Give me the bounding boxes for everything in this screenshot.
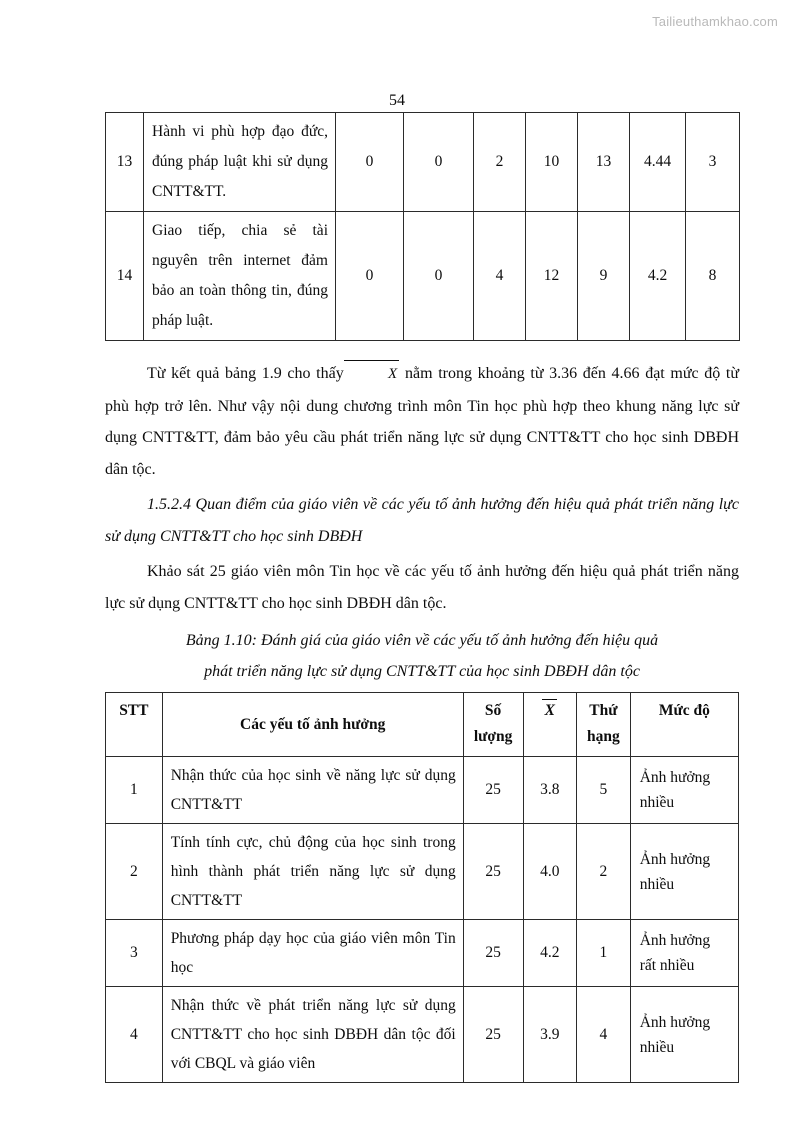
page-number: 54 — [389, 92, 405, 109]
row-degree — [630, 824, 738, 920]
paragraph-summary-part2: nằm trong khoảng từ 3.36 đến 4.66 đạt mức độ từ phù hợp trở lên. Như vậy nội dung chương trình môn Tin học phù hợp theo khung năng lực sử dụng CNTT&TT, đảm bảo yêu cầu phát triển năng lực sử dụng CNTT&TT cho học sinh DBĐH dân tộc. — [105, 365, 740, 478]
page-content — [105, 112, 739, 1083]
header-rank-line2: hạng — [587, 728, 620, 745]
table-caption-line2: phát triển năng lực sử dụng CNTT&TT của học sinh DBĐH dân tộc — [204, 663, 640, 680]
row-stt: 1 — [106, 757, 163, 824]
row-stt: 4 — [106, 987, 163, 1083]
header-factor: Các yếu tố ảnh hưởng — [162, 693, 463, 757]
row-description: Giao tiếp, chia sẻ tài nguyên trên internet đảm bảo an toàn thông tin, đúng pháp luật. — [144, 212, 336, 341]
row-value-4: 10 — [526, 113, 578, 212]
table-row — [106, 212, 740, 341]
row-mean: 4.2 — [630, 212, 686, 341]
row-rank: 2 — [577, 824, 631, 920]
row-value-3: 2 — [474, 113, 526, 212]
factors-table — [105, 692, 739, 1083]
header-rank-line1: Thứ — [589, 702, 618, 719]
row-value-1: 0 — [336, 113, 404, 212]
header-count — [463, 693, 523, 757]
row-count: 25 — [463, 824, 523, 920]
table-row — [106, 824, 739, 920]
row-degree — [630, 987, 738, 1083]
header-mean — [523, 693, 577, 757]
table-row — [106, 113, 740, 212]
row-value-1: 0 — [336, 212, 404, 341]
paragraph-summary-part1: Từ kết quả bảng 1.9 cho thấy — [147, 365, 344, 382]
row-value-5: 13 — [578, 113, 630, 212]
table-row — [106, 920, 739, 987]
row-count: 25 — [463, 920, 523, 987]
row-stt: 2 — [106, 824, 163, 920]
row-factor: Tính tính cực, chủ động của học sinh trong hình thành phát triển năng lực sử dụng CNTT&TT — [162, 824, 463, 920]
row-degree-line2: nhiều — [639, 794, 675, 811]
paragraph-summary — [105, 358, 739, 485]
row-factor: Nhận thức của học sinh về năng lực sử dụng CNTT&TT — [162, 757, 463, 824]
row-degree-line1: Ảnh hưởng — [639, 850, 711, 868]
header-count-line1: Số — [484, 702, 502, 719]
row-rank: 1 — [577, 920, 631, 987]
header-degree: Mức độ — [630, 693, 738, 757]
header-count-line2: lượng — [473, 728, 513, 745]
paragraph-survey: Khảo sát 25 giáo viên môn Tin học về các yếu tố ảnh hưởng đến hiệu quả phát triển năng lực sử dụng CNTT&TT cho học sinh DBĐH dân tộc. — [105, 563, 739, 612]
row-degree-line2: nhiều — [639, 875, 675, 893]
row-rank: 3 — [686, 113, 740, 212]
row-degree-line1: Ảnh hưởng — [639, 932, 711, 949]
row-mean: 4.0 — [523, 824, 577, 920]
scores-table — [105, 112, 740, 341]
x-bar-symbol: X — [344, 359, 400, 391]
row-degree — [630, 920, 738, 987]
row-value-2: 0 — [404, 113, 474, 212]
row-degree — [630, 757, 738, 824]
row-index: 14 — [106, 212, 144, 341]
header-rank — [577, 693, 631, 757]
row-description: Hành vi phù hợp đạo đức, đúng pháp luật khi sử dụng CNTT&TT. — [144, 113, 336, 212]
row-degree-line2: nhiều — [639, 1038, 675, 1056]
row-mean: 4.2 — [523, 920, 577, 987]
watermark-text: Tailieuthamkhao.com — [652, 14, 778, 29]
header-count-lines — [464, 698, 523, 750]
row-count: 25 — [463, 757, 523, 824]
row-rank: 5 — [577, 757, 631, 824]
row-mean: 3.9 — [523, 987, 577, 1083]
row-value-4: 12 — [526, 212, 578, 341]
row-degree-line1: Ảnh hưởng — [639, 1013, 711, 1031]
row-factor: Phương pháp dạy học của giáo viên môn Tin học — [162, 920, 463, 987]
header-rank-lines — [577, 698, 630, 750]
row-degree-line2: rất nhiều — [639, 957, 695, 974]
row-mean: 3.8 — [523, 757, 577, 824]
row-degree-line1: Ảnh hưởng — [639, 769, 711, 786]
section-heading: 1.5.2.4 Quan điểm của giáo viên về các yếu tố ảnh hưởng đến hiệu quả phát triển năng lực sử dụng CNTT&TT cho học sinh DBĐH — [105, 496, 739, 545]
row-stt: 3 — [106, 920, 163, 987]
row-value-3: 4 — [474, 212, 526, 341]
row-mean: 4.44 — [630, 113, 686, 212]
table-row — [106, 757, 739, 824]
row-index: 13 — [106, 113, 144, 212]
table-row — [106, 987, 739, 1083]
table-caption-line1: Bảng 1.10: Đánh giá của giáo viên về các yếu tố ảnh hưởng đến hiệu quả — [185, 632, 659, 649]
spacer — [105, 341, 739, 358]
row-rank: 8 — [686, 212, 740, 341]
row-factor: Nhận thức về phát triển năng lực sử dụng CNTT&TT cho học sinh DBĐH dân tộc đối với CBQL và giáo viên — [162, 987, 463, 1083]
table-header-row — [106, 693, 739, 757]
row-count: 25 — [463, 987, 523, 1083]
x-bar-symbol: X — [542, 698, 557, 724]
row-value-5: 9 — [578, 212, 630, 341]
row-value-2: 0 — [404, 212, 474, 341]
header-stt: STT — [106, 693, 163, 757]
row-rank: 4 — [577, 987, 631, 1083]
